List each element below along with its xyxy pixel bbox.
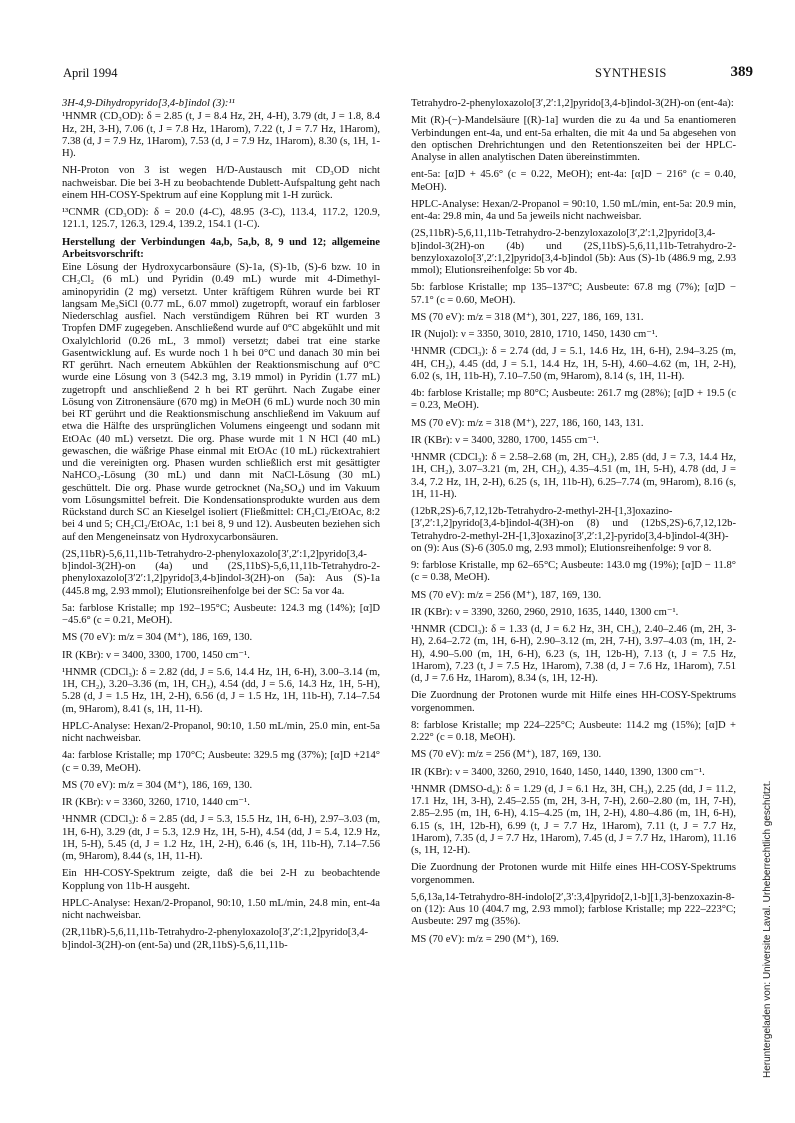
paragraph: Die Zuordnung der Protonen wurde mit Hilfe eines HH-COSY-Spektrums vorgenommen. [411,862,736,886]
paragraph: 8: farblose Kristalle; mp 224–225°C; Ausbeute: 114.2 mg (15%); [α]D + 2.22° (c = 0.18, MeOH). [411,719,736,743]
download-notice: Heruntergeladen von: Universite Laval. Urheberrechtlich geschützt. [762,780,773,1078]
paragraph: MS (70 eV): m/z = 256 (M⁺), 187, 169, 130. [411,749,602,761]
paragraph: ¹HNMR (CDCl₃): δ = 1.33 (d, J = 6.2 Hz, 3H, CH₃), 2.40–2.46 (m, 2H, 3-H), 2.64–2.72 (m, 1H, 6-H), 2.90–3.12 (m, 2H, 7-H), 3.97–4.03 (m, 1H, 2-H), 4.90–5.00 (m, 1H, 6-H), 6.23 (s, 1H, 12b-H), 7.13 (t, J = 7.5 Hz, 1Harom), 7.23 (t, J = 7.5 Hz, 1Harom), 7.38 (d, J = 7.6 Hz, 1Harom), 7.51 (d, J = 7.6 Hz, 1Harom), 8.34 (s, 1H, 12-H). [411,624,736,684]
left-column [62,98,380,957]
paragraph: ¹³CNMR (CD₃OD): δ = 20.0 (4-C), 48.95 (3-C), 113.4, 117.2, 120.9, 121.1, 125.7, 126.3, 129.4, 139.2, 154.1 (1-C). [62,207,380,231]
paragraph: ¹HNMR (DMSO-d₆): δ = 1.29 (d, J = 6.1 Hz, 3H, CH₃), 2.25 (dd, J = 11.2, 17.1 Hz, 1H, 3-H), 2.45–2.55 (m, 2H, 3-H, 7-H), 2.60–2.80 (m, 1H, 7-H), 2.85–2.95 (m, 1H, 6-H), 4.15–4.25 (m, 1H, 2-H), 4.80–4.86 (m, 1H, 6-H), 6.15 (s, 1H, 12b-H), 6.99 (t, J = 7.7 Hz, 1Harom), 7.11 (t, J = 7.7 Hz, 1Harom), 7.35 (d, J = 7.7 Hz, 1Harom), 7.45 (d, J = 7.7 Hz, 1Harom), 11.16 (s, 1H, 12-H). [411,783,736,856]
paragraph: MS (70 eV): m/z = 318 (M⁺), 227, 186, 160, 143, 131. [411,417,644,429]
journal-name: SYNTHESIS [595,66,667,80]
paragraph: ¹HNMR (CDCl₃): δ = 2.82 (dd, J = 5.6, 14.4 Hz, 1H, 6-H), 3.00–3.14 (m, 1H, CH₂), 3.20–3.36 (m, 1H, CH₂), 4.54 (dd, J = 5.6, 14.3 Hz, 1H, 5-H), 5.28 (d, J = 1.5 Hz, 1H, 2-H), 6.56 (d, J = 1.5 Hz, 1H, 11b-H), 7.14–7.54 (m, 9Harom), 8.41 (s, 1H, 11-H). [62,666,380,715]
paragraph: (12bR,2S)-6,7,12,12b-Tetrahydro-2-methyl-2H-[1,3]oxazino-[3′,2′:1,2]pyrido[3,4-b]indol-4(3H)-on (8) und (12bS,2S)-6,7,12,12b-Tetrahydro-2-methyl-2H-[1,3]oxazino[3′,2′:1,2]-pyrido[3,4-b]indol-4(3H)-on (9): Aus (S)-6 (305.0 mg, 2.93 mmol); Elutionsreihenfolge: 9 vor 8. [411,506,736,554]
paragraph: Tetrahydro-2-phenyloxazolo[3′,2′:1,2]pyrido[3,4-b]indol-3(2H)-on (ent-4a): [411,98,734,109]
paragraph: (2R,11bR)-5,6,11,11b-Tetrahydro-2-phenyloxazolo[3′,2′:1,2]pyrido[3,4-b]indol-3(2H)-on (ent-5a) und (2R,11bS)-5,6,11,11b- [62,927,369,951]
paragraph: Ein HH-COSY-Spektrum zeigte, daß die bei 2-H zu beobachtende Kopplung von 11b-H ausgeht. [62,868,380,892]
paragraph: HPLC-Analyse: Hexan/2-Propanol, 90:10, 1.50 mL/min, 25.0 min, ent-5a nicht nachweisbar. [62,720,380,744]
paragraph: MS (70 eV): m/z = 290 (M⁺), 169. [411,933,559,945]
paragraph: ¹HNMR (CDCl₃): δ = 2.58–2.68 (m, 2H, CH₂), 2.85 (dd, J = 7.3, 14.4 Hz, 1H, CH₂), 3.07–3.21 (m, 2H, CH₂), 4.35–4.51 (m, 1H, 5-H), 4.78 (dd, J = 3.4, 7.2 Hz, 1H, 2-H), 6.25 (s, 1H, 11b-H), 6.25–7.74 (m, 9Harom), 8.16 (s, 1H, 11-H). [411,452,736,500]
paragraph: Die Zuordnung der Protonen wurde mit Hilfe eines HH-COSY-Spektrums vorgenommen. [411,690,736,714]
paragraph: IR (KBr): ν = 3360, 3260, 1710, 1440 cm⁻¹. [62,797,250,808]
paragraph: (2S,11bR)-5,6,11,11b-Tetrahydro-2-phenyloxazolo[3′,2′:1,2]pyrido[3,4-b]indol-3(2H)-on (4a) und (2S,11bS)-5,6,11,11b-Tetrahydro-2-phenyloxazolo[3′2′:1,2]pyrido[3,4-b]indol-3(2H)-on (5a): Aus (S)-1a (445.8 mg, 2.93 mmol); Elutionsreihenfolge bei der SC: 5a vor 4a. [62,548,380,597]
right-column [411,98,736,951]
paragraph: HPLC-Analyse: Hexan/2-Propanol, 90:10, 1.50 mL/min, 24.8 min, ent-4a nicht nachweisbar. [62,897,380,921]
paragraph: 5a: farblose Kristalle; mp 192–195°C; Ausbeute: 124.3 mg (14%); [α]D −45.6° (c = 0.21, MeOH). [62,602,380,626]
paragraph: ent-5a: [α]D + 45.6° (c = 0.22, MeOH); ent-4a: [α]D − 216° (c = 0.40, MeOH). [411,169,736,193]
paragraph: 9: farblose Kristalle, mp 62–65°C; Ausbeute: 143.0 mg (19%); [α]D − 11.8° (c = 0.38, MeOH). [411,560,736,584]
paragraph: 4b: farblose Kristalle; mp 80°C; Ausbeute: 261.7 mg (28%); [α]D + 19.5 (c = 0.23, MeOH). [411,388,736,412]
paragraph: IR (KBr): ν = 3390, 3260, 2960, 2910, 1635, 1440, 1300 cm⁻¹. [411,606,679,618]
paragraph: MS (70 eV): m/z = 304 (M⁺), 186, 169, 130. [62,632,253,644]
paragraph: ¹HNMR (CD₃OD): δ = 2.85 (t, J = 8.4 Hz, 2H, 4-H), 3.79 (dt, J = 1.8, 8.4 Hz, 2H, 3-H), 7.06 (t, J = 7.8 Hz, 1Harom), 7.22 (t, J = 7.7 Hz, 1Harom), 7.38 (d, J = 7.9 Hz, 1Harom), 7.53 (d, J = 7.9 Hz, 1Harom), 8.30 (s, 1H, 1-H). [62,111,380,159]
paragraph: IR (KBr): ν = 3400, 3280, 1700, 1455 cm⁻¹. [411,434,599,446]
paragraph: (2S,11bR)-5,6,11,11b-Tetrahydro-2-benzyloxazolo[3′,2′:1,2]pyrido[3,4-b]indol-3(2H)-on (4b) und (2S,11bS)-5,6,11,11b-Tetrahydro-2-benzyloxazolo[3′,2′:1,2]pyrido[3,4-b]indol (5b): Aus (S)-1b (486.9 mg, 2.93 mmol); Elutionsreihenfolge: 5b vor 4b. [411,228,736,276]
paragraph: Eine Lösung der Hydroxycarbonsäure (S)-1a, (S)-1b, (S)-6 bzw. 10 in CH₂Cl₂ (6 mL) und Pyridin (0.49 mL) wurde mit 4-Dimethyl-aminopyridin (2 mg) versetzt. Unter kräftigem Rühren wurde bei RT langsam Me₃SiCl (0.77 mL, 6.07 mmol) zugetropft, worauf ein farbloser Niederschlag ausfiel. Nach verstündigem Rühren bei RT wurden 3 Tropfen DMF zugegeben. Anschließend wurde auf 0°C abgekühlt und mit Oxalylchlorid (0.26 mL, 3 mmol) versetzt; dabei trat eine starke Gasentwicklung auf. Es wurde noch 1 h bei 0°C und danach 30 min bei RT gerührt. Nach erneutem Abkühlen der Reaktionsmischung auf 0°C wurde eine Lösung von 3 (542.3 mg, 3.19 mmol) in Pyridin (1.77 mL) zugetropft und anschließend 2 h bei RT gerührt. Nach Zugabe einer Lösung von Zitronensäure (670 mg) in MeOH (6 mL) wurde noch 30 min bei RT gerührt und die Reaktionsmischung anschließend im Vakuum auf etwa die Hälfte des ursprünglichen Volumens eingeengt und sodann mit EtOAc (40 mL) versetzt. Die org. Phase wurde mit 1 N HCl (40 mL) gewaschen, die wäßrige Phase einmal mit EtOAc (10 mL) rückextrahiert und die vereinigten org. Phasen wurden schließlich erst mit gesättigter NaHCO₃-Lösung (30 mL) und dann mit NaCl-Lösung (30 mL) geschüttelt. Die org. Phase wurde getrocknet (Na₂SO₄) und im Vakuum vom Lösungsmittel befreit. Die Kondensationsprodukte wurden aus dem Rückstand durch SC an Kieselgel isoliert (Fließmittel: CH₂Cl₂/EtOAc, 8:2 bei 4 und 5; CH₂Cl₂/EtOAc, 1:1 bei 8, 9 und 12). Ausbeuten beziehen sich auf den Mengeneinsatz von Hydroxycarbonsäuren. [62,262,380,543]
paragraph: NH-Proton von 3 ist wegen H/D-Austausch mit CD₃OD nicht nachweisbar. Die bei 3-H zu beobachtende Dublett-Aufspaltung geht nach einem HH-COSY-Spektrum auf eine Kopplung mit 1-H zurück. [62,165,380,201]
paragraph: Mit (R)-(−)-Mandelsäure [(R)-1a] wurden die zu 4a und 5a enantiomeren Verbindungen ent-4a, und ent-5a erhalten, die mit 4a und 5a abgesehen von den optischen Drehrichtungen und den Retentionszeiten bei der HPLC-Analyse in allen analytischen Daten übereinstimmten. [411,115,736,163]
paragraph: 4a: farblose Kristalle; mp 170°C; Ausbeute: 329.5 mg (37%); [α]D +214° (c = 0.39, MeOH). [62,750,380,774]
issue-date: April 1994 [63,66,118,80]
running-head [63,66,753,84]
paragraph: MS (70 eV): m/z = 256 (M⁺), 187, 169, 130. [411,589,602,601]
paragraph: ¹HNMR (CDCl₃): δ = 2.74 (dd, J = 5.1, 14.6 Hz, 1H, 6-H), 2.94–3.25 (m, 4H, CH₂), 4.45 (dd, J = 5.1, 14.4 Hz, 1H, 5-H), 4.60–4.62 (m, 1H, 2-H), 6.02 (s, 1H, 11b-H), 7.10–7.50 (m, 9Harom), 8.14 (s, 1H, 11-H). [411,346,736,382]
paragraph: IR (KBr): ν = 3400, 3300, 1700, 1450 cm⁻¹. [62,649,250,661]
paragraph: 5b: farblose Kristalle; mp 135–137°C; Ausbeute: 67.8 mg (7%); [α]D − 57.1° (c = 0.60, MeOH). [411,282,736,306]
paragraph: IR (Nujol): ν = 3350, 3010, 2810, 1710, 1450, 1430 cm⁻¹. [411,329,658,340]
paragraph: IR (KBr): ν = 3400, 3260, 2910, 1640, 1450, 1440, 1390, 1300 cm⁻¹. [411,766,705,778]
paragraph: MS (70 eV): m/z = 318 (M⁺), 301, 227, 186, 169, 131. [411,311,644,323]
paragraph: HPLC-Analyse: Hexan/2-Propanol = 90:10, 1.50 mL/min, ent-5a: 20.9 min, ent-4a: 29.8 min, 4a und 5a jeweils nicht nachweisbar. [411,198,736,222]
paragraph: ¹HNMR (CDCl₃): δ = 2.85 (dd, J = 5.3, 15.5 Hz, 1H, 6-H), 2.97–3.03 (m, 1H, 6-H), 3.29 (dt, J = 5.3, 12.9 Hz, 1H, 5-H), 4.54 (dd, J = 5.4, 12.9 Hz, 1H, 5-H), 5.45 (d, J = 1.2 Hz, 1H, 2-H), 6.46 (s, 1H, 11b-H), 7.14–7.56 (m, 9Harom), 8.44 (s, 1H, 11-H). [62,814,380,862]
paragraph: 5,6,13a,14-Tetrahydro-8H-indolo[2′,3′:3,4]pyrido[2,1-b][1,3]-benzoxazin-8-on (12): Aus 10 (404.7 mg, 2.93 mmol); farblose Kristalle; mp 222–223°C; Ausbeute: 297 mg (35%). [411,891,736,928]
compound-title: 3H-4,9-Dihydropyrido[3,4-b]indol (3):¹¹ [62,98,235,109]
section-heading: Herstellung der Verbindungen 4a,b, 5a,b, 8, 9 und 12; allgemeine Arbeitsvorschrift: [62,236,380,260]
page-number: 389 [730,64,753,80]
paragraph: MS (70 eV): m/z = 304 (M⁺), 186, 169, 130. [62,779,253,791]
